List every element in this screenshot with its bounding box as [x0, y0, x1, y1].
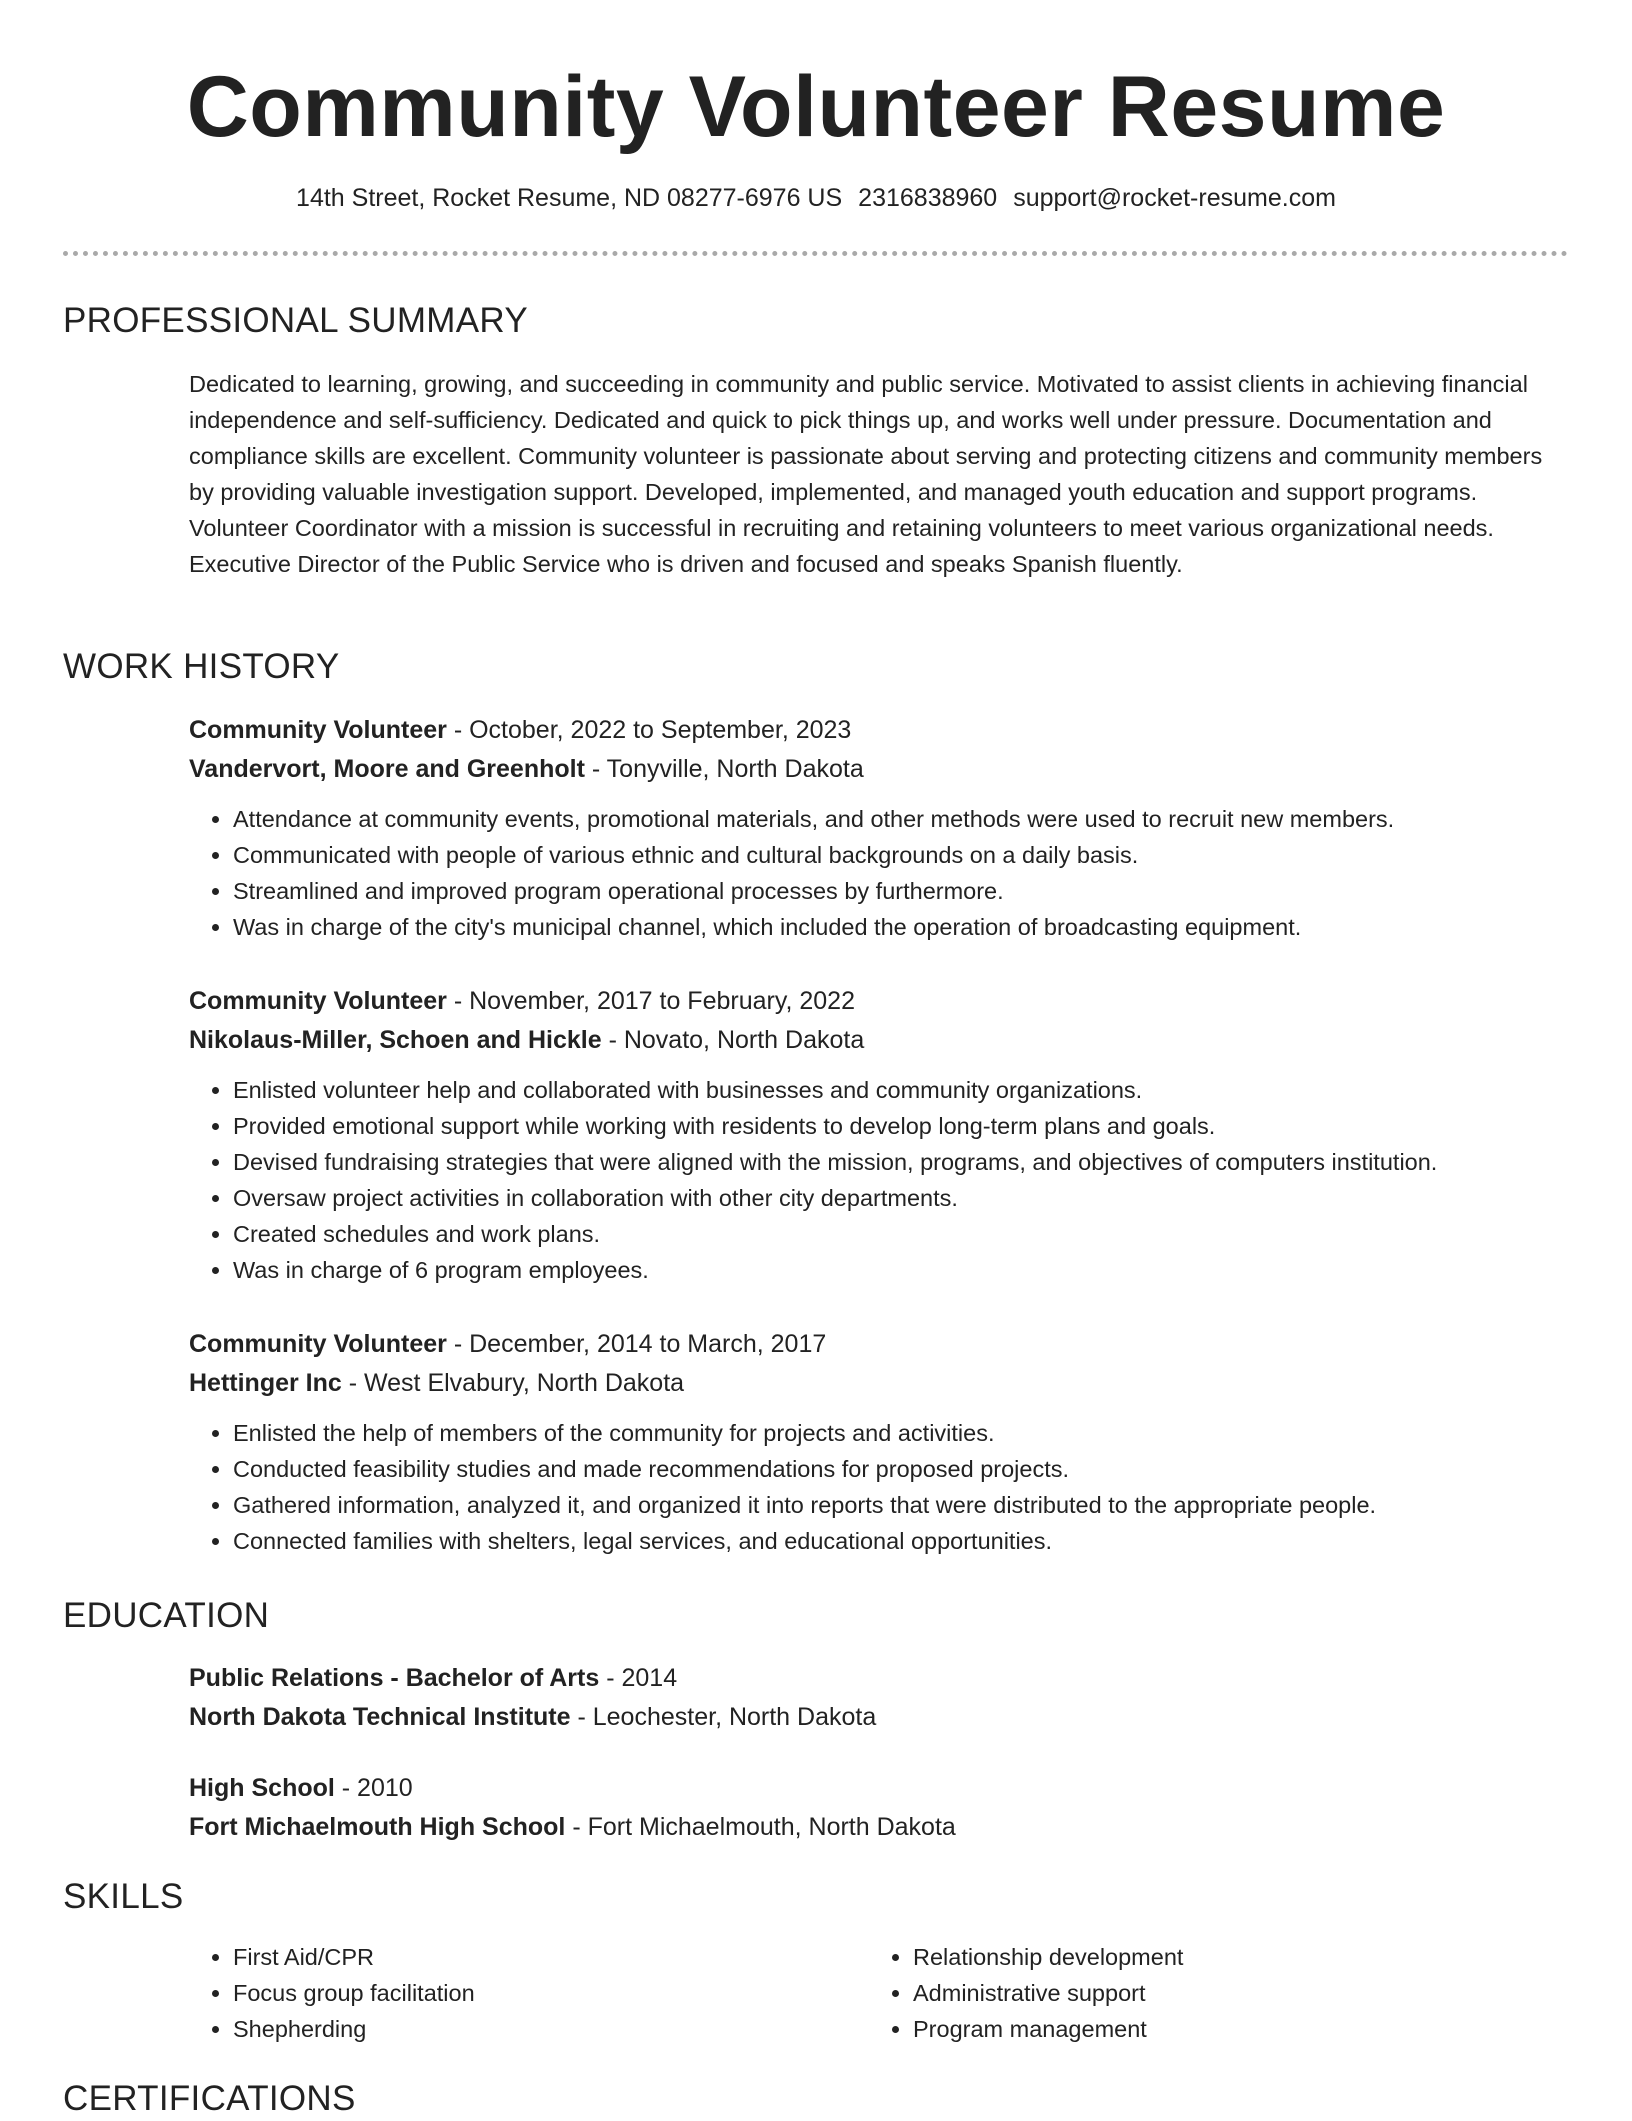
section-title-summary: PROFESSIONAL SUMMARY: [63, 301, 528, 340]
education-entry: [189, 1659, 1569, 1737]
list-item: • Attendance at community events, promotional materials, and other methods were used to recruit new members.: [233, 801, 1569, 837]
education-year: - 2010: [334, 1774, 413, 1802]
contact-email: support@rocket-resume.com: [1013, 184, 1336, 212]
job-entry: [189, 982, 1569, 1288]
list-item: • Communicated with people of various ethnic and cultural backgrounds on a daily basis.: [233, 837, 1569, 873]
section-title-work-history: WORK HISTORY: [63, 647, 340, 686]
list-item: • Devised fundraising strategies that were aligned with the mission, programs, and objectives of computers institution.: [233, 1144, 1569, 1180]
job-company: Hettinger Inc: [189, 1369, 342, 1397]
education-school-line: [189, 1698, 1569, 1737]
job-entry: [189, 711, 1569, 945]
skills-list-left: [189, 1939, 869, 2047]
section-title-skills: SKILLS: [63, 1877, 184, 1916]
list-item: • Relationship development: [913, 1939, 1549, 1975]
job-bullets: [189, 801, 1569, 945]
list-item: • First Aid/CPR: [233, 1939, 869, 1975]
education-location: - Leochester, North Dakota: [570, 1703, 877, 1731]
list-item: • Enlisted the help of members of the community for projects and activities.: [233, 1415, 1569, 1451]
list-item: • Focus group facilitation: [233, 1975, 869, 2011]
contact-phone: 2316838960: [858, 184, 998, 212]
list-item: • Shepherding: [233, 2011, 869, 2047]
resume-title: Community Volunteer Resume: [186, 59, 1446, 155]
job-company-line: [189, 1364, 1569, 1403]
job-location: - West Elvabury, North Dakota: [341, 1369, 685, 1397]
list-item: • Program management: [913, 2011, 1549, 2047]
list-item: • Created schedules and work plans.: [233, 1216, 1569, 1252]
skills-list-right: [869, 1939, 1549, 2047]
header-divider: [63, 251, 1568, 256]
contact-line: [0, 180, 1632, 216]
summary-text: Dedicated to learning, growing, and succeeding in community and public service. Motivated to assist clients in achieving financial independence and self-sufficiency. Dedicated and quick to pick things up, and works well under pressure. Documentation and compliance skills are excellent. Community volunteer is passionate about serving and protecting citizens and community members by providing valuable investigation support. Developed, implemented, and managed youth education and support programs. Volunteer Coordinator with a mission is successful in recruiting and retaining volunteers to meet various organizational needs. Executive Director of the Public Service who is driven and focused and speaks Spanish fluently.: [189, 371, 1543, 577]
list-item: • Enlisted volunteer help and collaborated with businesses and community organizations.: [233, 1072, 1569, 1108]
job-dates: - December, 2014 to March, 2017: [446, 1330, 827, 1358]
list-item: • Gathered information, analyzed it, and organized it into reports that were distributed to the appropriate people.: [233, 1487, 1569, 1523]
skills-columns: [189, 1939, 1569, 2047]
job-entry: [189, 1325, 1569, 1559]
education-degree-line: [189, 1659, 1569, 1698]
job-bullets: [189, 1072, 1569, 1288]
education-degree-line: [189, 1769, 1569, 1808]
list-item: • Administrative support: [913, 1975, 1549, 2011]
job-bullets: [189, 1415, 1569, 1559]
education-school: North Dakota Technical Institute: [189, 1703, 571, 1731]
education-degree: Public Relations - Bachelor of Arts: [189, 1664, 600, 1692]
education-year: - 2014: [599, 1664, 678, 1692]
list-item: • Connected families with shelters, legal services, and educational opportunities.: [233, 1523, 1569, 1559]
list-item: • Provided emotional support while working with residents to develop long-term plans and goals.: [233, 1108, 1569, 1144]
list-item: • Conducted feasibility studies and made recommendations for proposed projects.: [233, 1451, 1569, 1487]
job-title-line: [189, 711, 1569, 750]
job-company: Vandervort, Moore and Greenholt: [189, 755, 585, 783]
job-dates: - November, 2017 to February, 2022: [446, 987, 855, 1015]
job-title: Community Volunteer: [189, 1330, 447, 1358]
job-company-line: [189, 750, 1569, 789]
list-item: • Streamlined and improved program operational processes by furthermore.: [233, 873, 1569, 909]
job-title-line: [189, 1325, 1569, 1364]
contact-address: 14th Street, Rocket Resume, ND 08277-6976 US: [296, 184, 843, 212]
job-company: Nikolaus-Miller, Schoen and Hickle: [189, 1026, 602, 1054]
job-company-line: [189, 1021, 1569, 1060]
section-title-education: EDUCATION: [63, 1596, 270, 1635]
job-title: Community Volunteer: [189, 987, 447, 1015]
job-title: Community Volunteer: [189, 716, 447, 744]
education-school: Fort Michaelmouth High School: [189, 1813, 566, 1841]
list-item: • Was in charge of the city's municipal channel, which included the operation of broadcasting equipment.: [233, 909, 1569, 945]
job-location: - Tonyville, North Dakota: [584, 755, 864, 783]
education-degree: High School: [189, 1774, 335, 1802]
job-title-line: [189, 982, 1569, 1021]
education-entry: [189, 1769, 1569, 1847]
education-location: - Fort Michaelmouth, North Dakota: [565, 1813, 956, 1841]
section-title-certifications: CERTIFICATIONS: [63, 2079, 356, 2118]
list-item: • Was in charge of 6 program employees.: [233, 1252, 1569, 1288]
list-item: • Oversaw project activities in collaboration with other city departments.: [233, 1180, 1569, 1216]
job-location: - Novato, North Dakota: [601, 1026, 865, 1054]
education-school-line: [189, 1808, 1569, 1847]
job-dates: - October, 2022 to September, 2023: [446, 716, 852, 744]
